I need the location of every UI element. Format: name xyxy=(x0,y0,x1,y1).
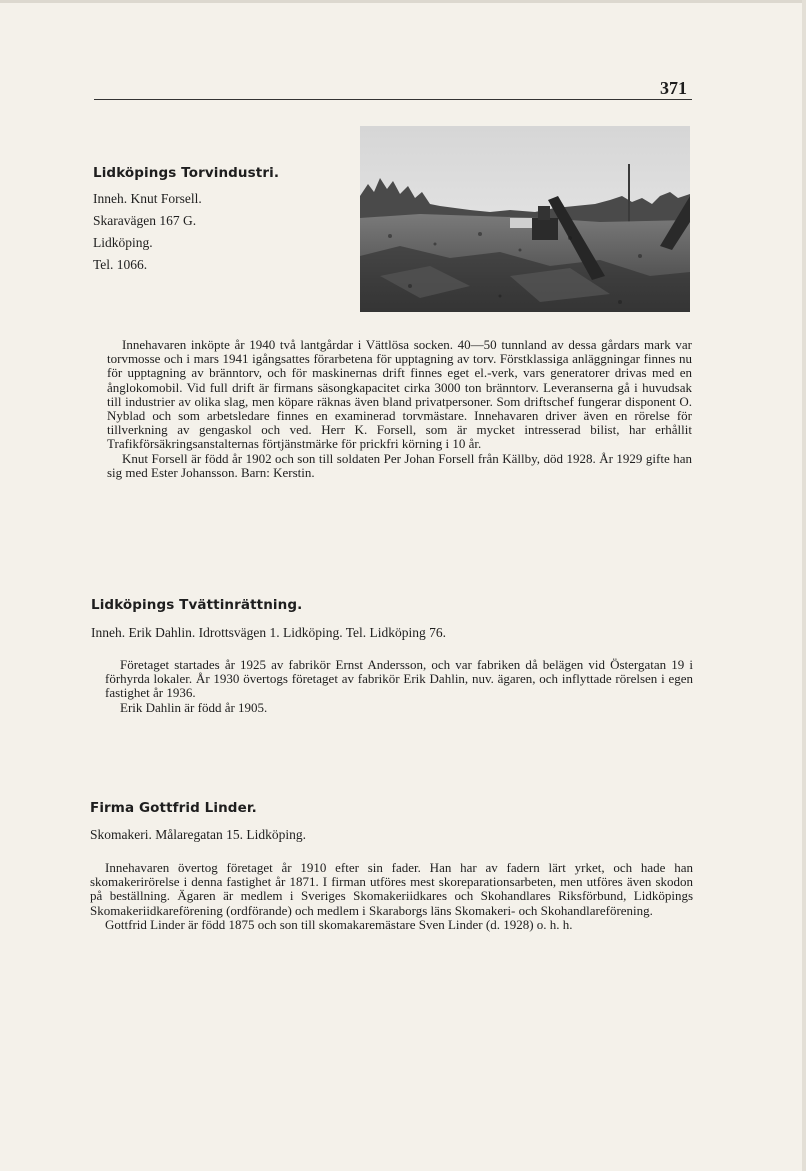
peat-bog-photo xyxy=(360,126,690,312)
section-body xyxy=(90,861,693,932)
body-paragraph: Knut Forsell är född år 1902 och son till soldaten Per Johan Forsell från Källby, död 1928. År 1929 gifte han sig med Ester Johansson. Barn: Kerstin. xyxy=(107,450,692,480)
page-right-edge xyxy=(802,0,806,1171)
body-paragraph: Innehavaren övertog företaget år 1910 efter sin fader. Han har av fadern lärt yrket, och hade han skomakerirörelse i denna fastighet år 1871. I firman utföres mest skoreparationsarbeten, men utföres även skodon på beställning. Ägaren är medlem i Sveriges Skomakeriidkares och Skohandlares Riksförbund, Lidköpings Skomakeriidkareförening (ordförande) och medlem i Skaraborgs läns Skomakeri- och Skohandlareförening. xyxy=(90,860,693,918)
peat-bog-photo-image xyxy=(360,126,690,312)
owner-line: Inneh. Knut Forsell. xyxy=(93,191,202,206)
section-title-tvattinrattning: Lidköpings Tvättinrättning. xyxy=(91,597,303,613)
body-paragraph: Gottfrid Linder är född 1875 och son till skomakaremästare Sven Linder (d. 1928) o. h. h. xyxy=(105,916,573,932)
business-line: Skomakeri. Målaregatan 15. Lidköping. xyxy=(90,827,306,842)
body-paragraph: Innehavaren inköpte år 1940 två lantgårdar i Vättlösa socken. 40—50 tunnland av dessa gårdars mark var torvmosse och i mars 1941 igångsattes förarbetena för upptagning av torv. Förstklassiga anläggningar finnes nu för upptagning av bränntorv, och för maskinernas drift finnes eget el.-verk, vars generatorer drivas med en ånglokomobil. Vid full drift är firmans säsongkapacitet cirka 3000 ton bränntorv. Leveranserna gå i huvudsak till industrier av olika slag, men köpare räknas även bland privatpersoner. Som driftschef fungerar disponent O. Nyblad och som arbetsledare finnes en examinerad torvmästare. Innehavaren driver även en rörelse för tillverkning av gengaskol och ved. Herr K. Forsell, som är mycket intresserad bilist, har erhållit Trafikförsäkringsanstalternas förtjänstmärke för prickfri körning i 10 år. xyxy=(107,337,692,452)
header-rule xyxy=(94,99,692,100)
address-line: Skaravägen 167 G. xyxy=(93,213,197,228)
section-title-torvindustri: Lidköpings Torvindustri. xyxy=(93,165,280,181)
city-line: Lidköping. xyxy=(93,235,153,250)
phone-line: Tel. 1066. xyxy=(93,257,148,272)
page-top-edge xyxy=(0,0,806,3)
owner-line: Inneh. Erik Dahlin. Idrottsvägen 1. Lidköping. Tel. Lidköping 76. xyxy=(91,625,447,640)
body-paragraph: Erik Dahlin är född år 1905. xyxy=(120,699,268,715)
section-title-linder: Firma Gottfrid Linder. xyxy=(90,800,257,816)
section-body xyxy=(107,338,692,480)
section-body xyxy=(105,658,693,715)
page-number: 371 xyxy=(660,78,687,98)
body-paragraph: Företaget startades år 1925 av fabrikör Ernst Andersson, och var fabriken då belägen vid Östergatan 19 i förhyrda lokaler. År 1930 övertogs företaget av fabrikör Erik Dahlin, nuv. ägaren, och inflyttade rörelsen i egen fastighet år 1936. xyxy=(105,657,693,701)
